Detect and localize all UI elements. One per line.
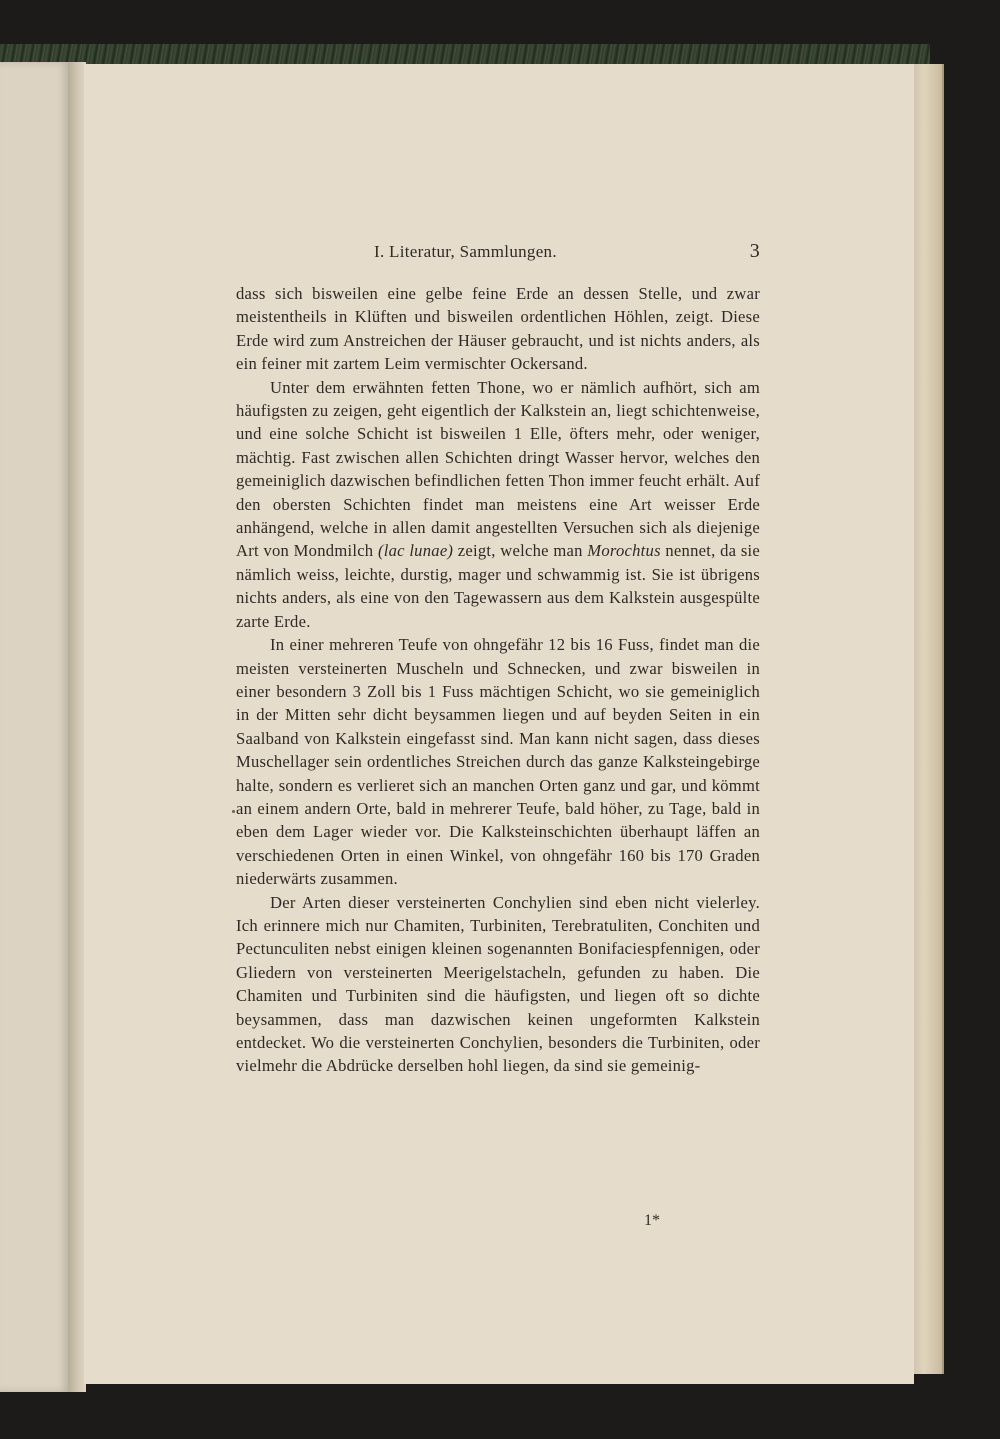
signature-mark: 1* (644, 1212, 660, 1229)
text-run: Der Arten dieser versteinerten Conchylien sind eben nicht vielerley. Ich erinnere mich nur Chamiten, Turbiniten, Terebratuliten, Conchiten und Pectunculiten nebst einigen kleinen sogenannten Bonifaciespfennigen, oder Gliedern von versteinerten Meerigelstacheln, gefunden zu haben. Die Chamiten und Turbiniten sind die häufigsten, und liegen oft so dichte beysammen, dass man dazwischen keinen ungeformten Kalkstein entdecket. Wo die versteinerten Conchylien, besonders die Turbiniten, oder vielmehr die Abdrücke derselben hohl liegen, da sind sie gemeinig- (236, 892, 760, 1076)
book-cover-edge (0, 44, 930, 66)
text-run: zeigt, welche man (453, 541, 588, 561)
paragraph (236, 891, 760, 1078)
paragraph (236, 376, 760, 633)
text-run: Unter dem erwähnten fetten Thone, wo er nämlich aufhört, sich am häufigsten zu zeigen, geht eigentlich der Kalkstein an, liegt schichtenweise, und eine solche Schicht ist bisweilen 1 Elle, öfters mehr, oder weniger, mächtig. Fast zwischen allen Schichten dringt Wasser hervor, welches den gemeiniglich dazwischen befindlichen fetten Thon immer feucht erhält. Auf den obersten Schichten findet man meistens eine Art weisser Erde anhängend, welche in allen damit angestellten Versuchen sich als diejenige Art von Mondmilch (236, 377, 760, 561)
text-run: In einer mehreren Teufe von ohngefähr 12 bis 16 Fuss, findet man die meisten versteinerten Muscheln und Schnecken, und zwar bisweilen in einer besondern 3 Zoll bis 1 Fuss mächtigen Schicht, wo sie gemeiniglich in der Mitten sehr dicht beysammen liegen und auf beyden Seiten in ein Saalband von Kalkstein eingefasst sind. Man kann nicht sagen, dass dieses Muschellager sein ordentliches Streichen durch das ganze Kalksteingebirge halte, sondern es verlieret sich an manchen Orten ganz und gar, und kömmt an einem andern Orte, bald in mehrerer Teufe, bald höher, zu Tage, bald in eben dem Lager wieder vor. Die Kalksteinschichten überhaupt läffen an verschiedenen Orten in einen Winkel, von ohngefähr 160 bis 170 Graden niederwärts zusammen. (236, 635, 760, 889)
running-title: I. Literatur, Sammlungen. (374, 242, 557, 261)
page-number: 3 (749, 240, 760, 262)
body-text (236, 282, 760, 1078)
text-run: nennet, da sie nämlich weiss, leichte, durstig, mager und schwammig ist. Sie ist übrigens nichts anders, als eine von den Tagewassern aus dem Kalkstein ausgespülte zarte Erde. (236, 541, 761, 631)
italic-term: Morochtus (587, 541, 661, 561)
left-page-edge (0, 62, 70, 1392)
page-block-edge (912, 64, 944, 1374)
text-run: dass sich bisweilen eine gelbe feine Erde an dessen Stelle, und zwar meistentheils in Klüften und bisweilen ordentlichen Höhlen, zeigt. Diese Erde wird zum Anstreichen der Häuser gebraucht, und ist nichts anders, als ein feiner mit zartem Leim vermischter Ockersand. (236, 284, 760, 374)
paragraph (236, 282, 760, 376)
paragraph (236, 633, 760, 890)
italic-term: (lac lunae) (377, 541, 454, 561)
book-page (84, 64, 914, 1384)
margin-speck (232, 810, 235, 813)
